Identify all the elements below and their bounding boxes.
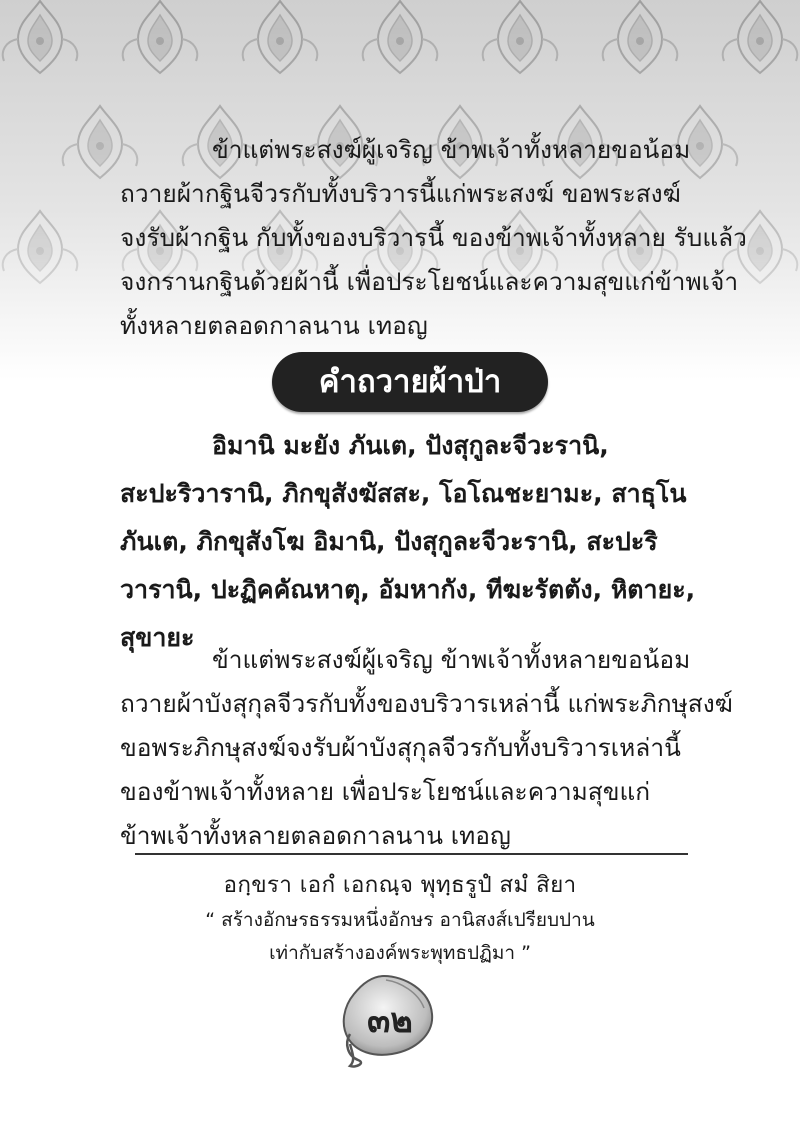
text-line: ขอพระภิกษุสงฆ์จงรับผ้าบังสุกุลจีวรกับทั้งบริวารเหล่านี้ [120, 733, 681, 762]
text-line: ถวายผ้ากฐินจีวรกับทั้งบริวารนี้แก่พระสงฆ์ ขอพระสงฆ์ [120, 179, 681, 208]
text-line: วารานิ, ปะฏิคคัณหาตุ, อัมหากัง, ทีฆะรัตตัง, หิตายะ, [120, 575, 696, 604]
text-line: สุขายะ [120, 623, 195, 652]
kathina-offering-paragraph [120, 128, 747, 348]
text-line: ข้าพเจ้าทั้งหลายตลอดกาลนาน เทอญ [120, 821, 511, 850]
text-line: สะปะริวารานิ, ภิกขุสังฆัสสะ, โอโณชะยามะ, สาธุโน [120, 479, 687, 508]
page-number-emblem [326, 972, 446, 1072]
text-line: จงรับผ้ากฐิน กับทั้งของบริวารนี้ ของข้าพเจ้าทั้งหลาย รับแล้ว [120, 223, 747, 252]
text-line: จงกรานกฐินด้วยผ้านี้ เพื่อประโยชน์และความสุขแก่ข้าพเจ้า [120, 267, 739, 296]
text-line: ข้าแต่พระสงฆ์ผู้เจริญ ข้าพเจ้าทั้งหลายขอน้อม [212, 645, 691, 674]
text-line: ของข้าพเจ้าทั้งหลาย เพื่อประโยชน์และความสุขแก่ [120, 777, 651, 806]
text-line: ถวายผ้าบังสุกุลจีวรกับทั้งของบริวารเหล่านี้ แก่พระภิกษุสงฆ์ [120, 689, 733, 718]
footer-quote-line: “ สร้างอักษรธรรมหนึ่งอักษร อานิสงส์เปรียบปาน [205, 909, 595, 931]
text-line: ข้าแต่พระสงฆ์ผู้เจริญ ข้าพเจ้าทั้งหลายขอน้อม [212, 135, 691, 164]
footer-motto: อกฺขรา เอกํ เอกณฺจ พุทฺธรูปํ สมํ สิยา [223, 872, 577, 898]
section-heading: คำถวายผ้าป่า [272, 352, 548, 412]
footer-quote-line: เท่ากับสร้างองค์พระพุทธปฏิมา ” [269, 942, 531, 964]
divider [135, 853, 688, 855]
pali-chant-text [120, 422, 700, 662]
pa-offering-translation [120, 638, 733, 858]
text-line: ภันเต, ภิกขุสังโฆ อิมานิ, ปังสุกูละจีวะรานิ, สะปะริ [120, 527, 658, 556]
text-line: อิมานิ มะยัง ภันเต, ปังสุกูละจีวะรานิ, [212, 431, 609, 460]
text-line: ทั้งหลายตลอดกาลนาน เทอญ [120, 311, 428, 340]
page-number: ๓๒ [367, 1001, 413, 1041]
